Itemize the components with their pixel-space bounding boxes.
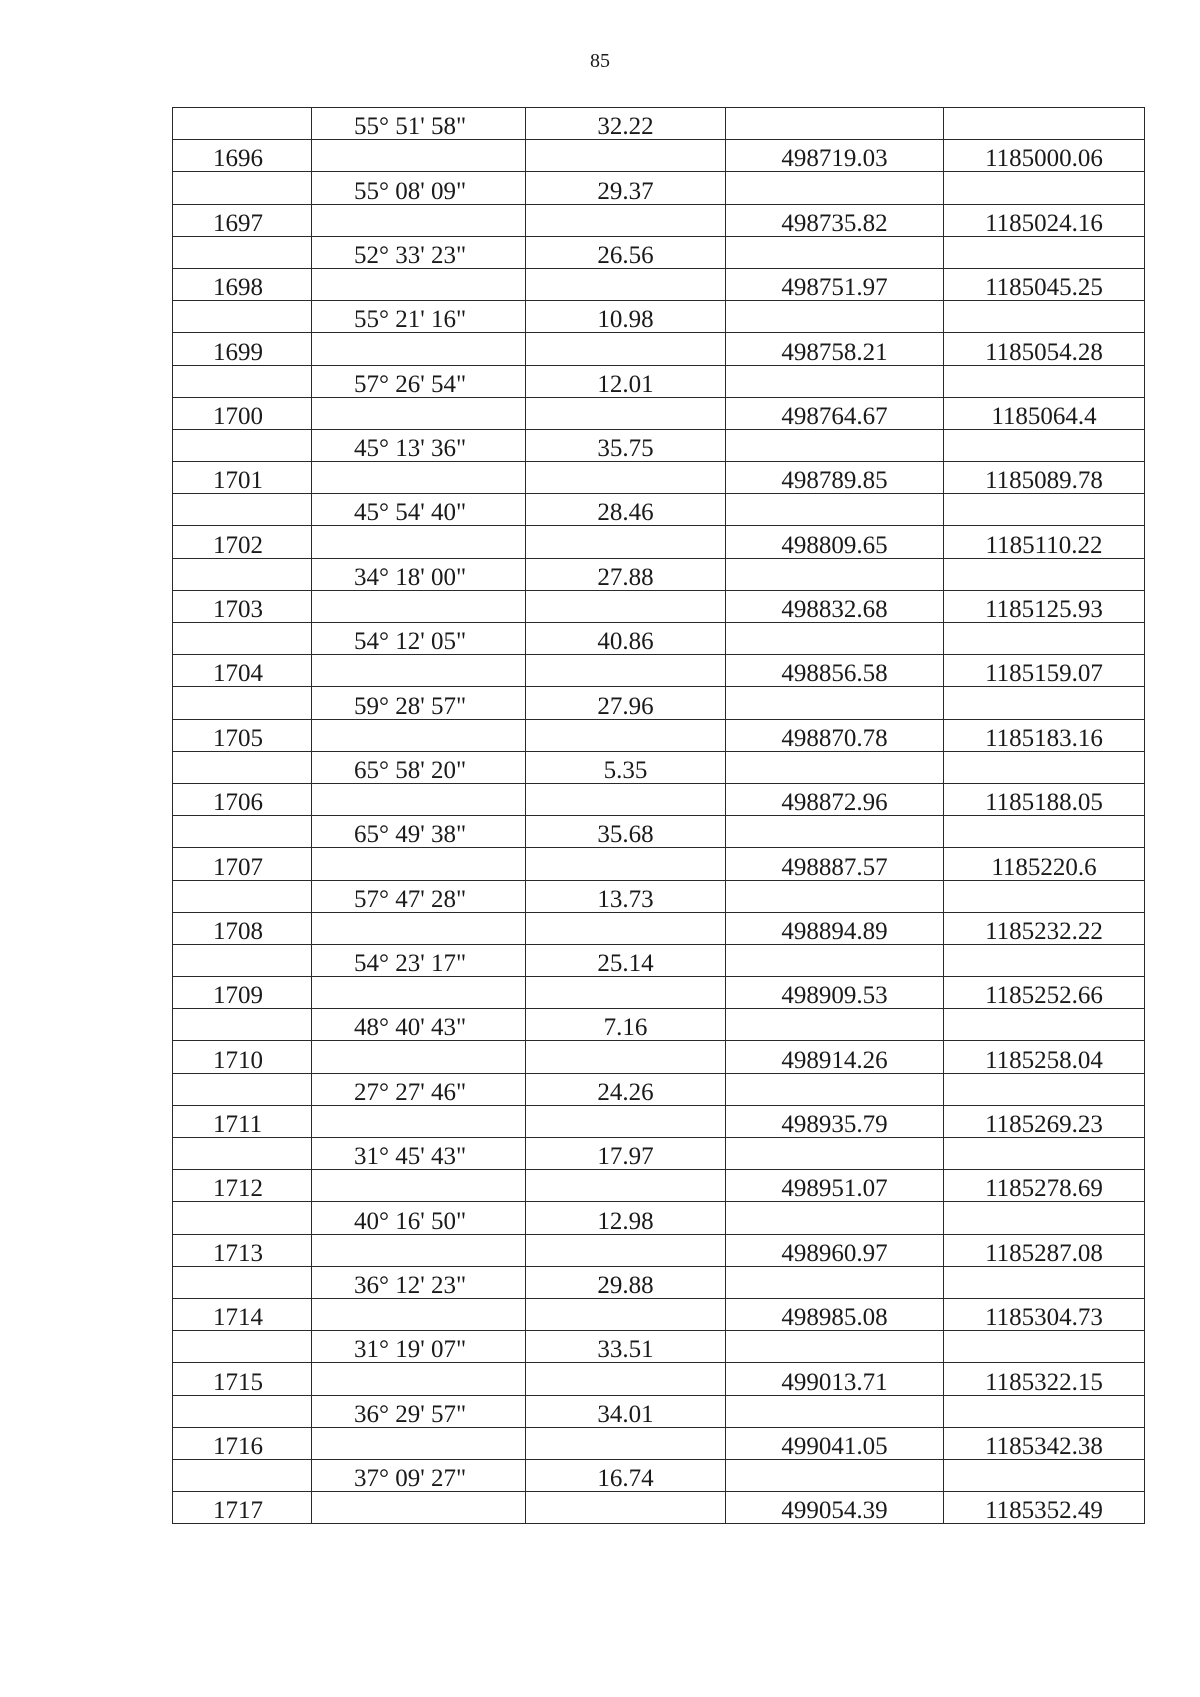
bearing-angle-cell [312, 1427, 526, 1459]
table-row [173, 140, 1145, 172]
x-coordinate-cell: 499054.39 [726, 1492, 944, 1524]
x-coordinate-cell [726, 494, 944, 526]
bearing-angle-cell [312, 655, 526, 687]
y-coordinate-cell: 1185342.38 [944, 1427, 1145, 1459]
y-coordinate-cell: 1185287.08 [944, 1234, 1145, 1266]
table-row [173, 880, 1145, 912]
bearing-angle-cell: 55° 21' 16" [312, 301, 526, 333]
bearing-angle-cell [312, 268, 526, 300]
distance-cell [526, 590, 726, 622]
table-row [173, 429, 1145, 461]
table-row [173, 1138, 1145, 1170]
point-number-cell: 1701 [173, 462, 312, 494]
y-coordinate-cell [944, 558, 1145, 590]
table-row [173, 301, 1145, 333]
y-coordinate-cell: 1185159.07 [944, 655, 1145, 687]
distance-cell: 32.22 [526, 108, 726, 140]
x-coordinate-cell [726, 1395, 944, 1427]
x-coordinate-cell: 499013.71 [726, 1363, 944, 1395]
point-number-cell: 1705 [173, 719, 312, 751]
point-number-cell: 1712 [173, 1170, 312, 1202]
survey-table-body [173, 108, 1145, 1524]
x-coordinate-cell [726, 365, 944, 397]
table-row [173, 558, 1145, 590]
point-number-cell [173, 751, 312, 783]
distance-cell [526, 1105, 726, 1137]
y-coordinate-cell [944, 1009, 1145, 1041]
point-number-cell: 1699 [173, 333, 312, 365]
x-coordinate-cell: 498872.96 [726, 783, 944, 815]
bearing-angle-cell: 45° 13' 36" [312, 429, 526, 461]
distance-cell [526, 783, 726, 815]
y-coordinate-cell [944, 1331, 1145, 1363]
point-number-cell: 1714 [173, 1298, 312, 1330]
table-row [173, 623, 1145, 655]
point-number-cell: 1698 [173, 268, 312, 300]
bearing-angle-cell: 31° 19' 07" [312, 1331, 526, 1363]
point-number-cell [173, 1202, 312, 1234]
table-row [173, 1492, 1145, 1524]
bearing-angle-cell [312, 1234, 526, 1266]
y-coordinate-cell [944, 172, 1145, 204]
distance-cell: 17.97 [526, 1138, 726, 1170]
point-number-cell [173, 365, 312, 397]
point-number-cell [173, 1138, 312, 1170]
table-row [173, 816, 1145, 848]
distance-cell: 10.98 [526, 301, 726, 333]
x-coordinate-cell: 499041.05 [726, 1427, 944, 1459]
table-row [173, 1202, 1145, 1234]
point-number-cell: 1717 [173, 1492, 312, 1524]
table-row [173, 1395, 1145, 1427]
bearing-angle-cell: 34° 18' 00" [312, 558, 526, 590]
point-number-cell [173, 429, 312, 461]
point-number-cell [173, 1266, 312, 1298]
y-coordinate-cell [944, 1266, 1145, 1298]
point-number-cell [173, 1073, 312, 1105]
table-row [173, 397, 1145, 429]
y-coordinate-cell: 1185045.25 [944, 268, 1145, 300]
x-coordinate-cell: 498719.03 [726, 140, 944, 172]
y-coordinate-cell [944, 494, 1145, 526]
table-row [173, 783, 1145, 815]
x-coordinate-cell [726, 429, 944, 461]
distance-cell [526, 1427, 726, 1459]
bearing-angle-cell [312, 462, 526, 494]
x-coordinate-cell: 498909.53 [726, 977, 944, 1009]
distance-cell [526, 655, 726, 687]
bearing-angle-cell [312, 1298, 526, 1330]
distance-cell [526, 140, 726, 172]
distance-cell [526, 1234, 726, 1266]
y-coordinate-cell [944, 1073, 1145, 1105]
x-coordinate-cell [726, 1009, 944, 1041]
bearing-angle-cell [312, 590, 526, 622]
distance-cell [526, 719, 726, 751]
distance-cell [526, 912, 726, 944]
table-row [173, 526, 1145, 558]
y-coordinate-cell: 1185054.28 [944, 333, 1145, 365]
bearing-angle-cell: 57° 47' 28" [312, 880, 526, 912]
distance-cell: 27.88 [526, 558, 726, 590]
point-number-cell [173, 1331, 312, 1363]
x-coordinate-cell: 498985.08 [726, 1298, 944, 1330]
distance-cell: 28.46 [526, 494, 726, 526]
table-row [173, 1459, 1145, 1491]
table-row [173, 1266, 1145, 1298]
table-row [173, 204, 1145, 236]
table-row [173, 365, 1145, 397]
table-row [173, 1427, 1145, 1459]
point-number-cell: 1704 [173, 655, 312, 687]
distance-cell [526, 526, 726, 558]
y-coordinate-cell [944, 623, 1145, 655]
table-row [173, 590, 1145, 622]
bearing-angle-cell [312, 526, 526, 558]
distance-cell: 35.75 [526, 429, 726, 461]
bearing-angle-cell: 48° 40' 43" [312, 1009, 526, 1041]
distance-cell: 16.74 [526, 1459, 726, 1491]
point-number-cell: 1707 [173, 848, 312, 880]
y-coordinate-cell [944, 301, 1145, 333]
y-coordinate-cell [944, 1459, 1145, 1491]
x-coordinate-cell [726, 751, 944, 783]
distance-cell [526, 977, 726, 1009]
point-number-cell [173, 494, 312, 526]
table-row [173, 944, 1145, 976]
x-coordinate-cell: 498735.82 [726, 204, 944, 236]
distance-cell: 27.96 [526, 687, 726, 719]
distance-cell [526, 848, 726, 880]
y-coordinate-cell: 1185269.23 [944, 1105, 1145, 1137]
table-row [173, 1298, 1145, 1330]
point-number-cell [173, 558, 312, 590]
point-number-cell [173, 1009, 312, 1041]
distance-cell [526, 1170, 726, 1202]
x-coordinate-cell [726, 108, 944, 140]
point-number-cell [173, 236, 312, 268]
bearing-angle-cell: 65° 58' 20" [312, 751, 526, 783]
x-coordinate-cell [726, 301, 944, 333]
y-coordinate-cell: 1185322.15 [944, 1363, 1145, 1395]
y-coordinate-cell [944, 816, 1145, 848]
bearing-angle-cell: 54° 12' 05" [312, 623, 526, 655]
bearing-angle-cell: 55° 51' 58" [312, 108, 526, 140]
x-coordinate-cell [726, 1459, 944, 1491]
bearing-angle-cell: 57° 26' 54" [312, 365, 526, 397]
x-coordinate-cell [726, 1202, 944, 1234]
bearing-angle-cell [312, 912, 526, 944]
y-coordinate-cell: 1185089.78 [944, 462, 1145, 494]
distance-cell: 24.26 [526, 1073, 726, 1105]
distance-cell [526, 1041, 726, 1073]
x-coordinate-cell [726, 944, 944, 976]
y-coordinate-cell: 1185232.22 [944, 912, 1145, 944]
bearing-angle-cell: 52° 33' 23" [312, 236, 526, 268]
point-number-cell [173, 816, 312, 848]
y-coordinate-cell [944, 944, 1145, 976]
distance-cell: 29.88 [526, 1266, 726, 1298]
x-coordinate-cell: 498951.07 [726, 1170, 944, 1202]
y-coordinate-cell: 1185278.69 [944, 1170, 1145, 1202]
y-coordinate-cell [944, 1138, 1145, 1170]
point-number-cell: 1700 [173, 397, 312, 429]
point-number-cell [173, 687, 312, 719]
bearing-angle-cell [312, 1170, 526, 1202]
table-row [173, 719, 1145, 751]
table-row [173, 268, 1145, 300]
distance-cell [526, 462, 726, 494]
point-number-cell: 1716 [173, 1427, 312, 1459]
table-row [173, 751, 1145, 783]
x-coordinate-cell [726, 623, 944, 655]
point-number-cell: 1713 [173, 1234, 312, 1266]
table-row [173, 1009, 1145, 1041]
y-coordinate-cell [944, 236, 1145, 268]
x-coordinate-cell: 498935.79 [726, 1105, 944, 1137]
bearing-angle-cell: 37° 09' 27" [312, 1459, 526, 1491]
table-row [173, 1105, 1145, 1137]
distance-cell [526, 1363, 726, 1395]
y-coordinate-cell: 1185252.66 [944, 977, 1145, 1009]
table-row [173, 1073, 1145, 1105]
bearing-angle-cell [312, 783, 526, 815]
bearing-angle-cell: 27° 27' 46" [312, 1073, 526, 1105]
x-coordinate-cell [726, 1331, 944, 1363]
x-coordinate-cell [726, 236, 944, 268]
point-number-cell: 1708 [173, 912, 312, 944]
y-coordinate-cell [944, 365, 1145, 397]
distance-cell [526, 333, 726, 365]
y-coordinate-cell: 1185183.16 [944, 719, 1145, 751]
distance-cell: 40.86 [526, 623, 726, 655]
y-coordinate-cell [944, 429, 1145, 461]
y-coordinate-cell: 1185188.05 [944, 783, 1145, 815]
x-coordinate-cell: 498758.21 [726, 333, 944, 365]
x-coordinate-cell: 498832.68 [726, 590, 944, 622]
distance-cell: 34.01 [526, 1395, 726, 1427]
x-coordinate-cell [726, 880, 944, 912]
distance-cell: 25.14 [526, 944, 726, 976]
distance-cell [526, 268, 726, 300]
table-row [173, 462, 1145, 494]
point-number-cell: 1703 [173, 590, 312, 622]
table-row [173, 236, 1145, 268]
bearing-angle-cell [312, 848, 526, 880]
bearing-angle-cell: 36° 29' 57" [312, 1395, 526, 1427]
bearing-angle-cell [312, 1041, 526, 1073]
table-row [173, 1234, 1145, 1266]
x-coordinate-cell: 498887.57 [726, 848, 944, 880]
table-row [173, 1041, 1145, 1073]
point-number-cell [173, 172, 312, 204]
bearing-angle-cell [312, 140, 526, 172]
point-number-cell [173, 301, 312, 333]
distance-cell: 13.73 [526, 880, 726, 912]
y-coordinate-cell [944, 1202, 1145, 1234]
point-number-cell: 1702 [173, 526, 312, 558]
x-coordinate-cell [726, 816, 944, 848]
x-coordinate-cell: 498856.58 [726, 655, 944, 687]
distance-cell: 29.37 [526, 172, 726, 204]
y-coordinate-cell: 1185258.04 [944, 1041, 1145, 1073]
distance-cell: 7.16 [526, 1009, 726, 1041]
x-coordinate-cell: 498914.26 [726, 1041, 944, 1073]
distance-cell: 12.98 [526, 1202, 726, 1234]
bearing-angle-cell: 54° 23' 17" [312, 944, 526, 976]
distance-cell [526, 397, 726, 429]
y-coordinate-cell [944, 108, 1145, 140]
y-coordinate-cell: 1185352.49 [944, 1492, 1145, 1524]
table-row [173, 1331, 1145, 1363]
y-coordinate-cell: 1185024.16 [944, 204, 1145, 236]
table-row [173, 687, 1145, 719]
distance-cell: 33.51 [526, 1331, 726, 1363]
x-coordinate-cell: 498809.65 [726, 526, 944, 558]
distance-cell: 5.35 [526, 751, 726, 783]
bearing-angle-cell: 65° 49' 38" [312, 816, 526, 848]
x-coordinate-cell: 498764.67 [726, 397, 944, 429]
bearing-angle-cell [312, 1105, 526, 1137]
table-row [173, 655, 1145, 687]
y-coordinate-cell [944, 751, 1145, 783]
distance-cell: 35.68 [526, 816, 726, 848]
y-coordinate-cell [944, 687, 1145, 719]
table-row [173, 108, 1145, 140]
x-coordinate-cell [726, 1266, 944, 1298]
point-number-cell: 1711 [173, 1105, 312, 1137]
point-number-cell [173, 623, 312, 655]
x-coordinate-cell: 498870.78 [726, 719, 944, 751]
point-number-cell: 1706 [173, 783, 312, 815]
bearing-angle-cell: 55° 08' 09" [312, 172, 526, 204]
y-coordinate-cell: 1185125.93 [944, 590, 1145, 622]
point-number-cell: 1715 [173, 1363, 312, 1395]
bearing-angle-cell: 31° 45' 43" [312, 1138, 526, 1170]
distance-cell [526, 204, 726, 236]
point-number-cell: 1710 [173, 1041, 312, 1073]
bearing-angle-cell [312, 1492, 526, 1524]
table-row [173, 333, 1145, 365]
y-coordinate-cell: 1185064.4 [944, 397, 1145, 429]
bearing-angle-cell: 59° 28' 57" [312, 687, 526, 719]
x-coordinate-cell [726, 558, 944, 590]
point-number-cell [173, 944, 312, 976]
y-coordinate-cell: 1185000.06 [944, 140, 1145, 172]
table-row [173, 494, 1145, 526]
page-number: 85 [590, 50, 610, 72]
distance-cell [526, 1298, 726, 1330]
bearing-angle-cell [312, 1363, 526, 1395]
survey-coordinates-table [172, 107, 1145, 1524]
y-coordinate-cell [944, 880, 1145, 912]
point-number-cell [173, 1459, 312, 1491]
table-row [173, 1363, 1145, 1395]
x-coordinate-cell: 498789.85 [726, 462, 944, 494]
bearing-angle-cell [312, 977, 526, 1009]
table-row [173, 172, 1145, 204]
x-coordinate-cell [726, 1138, 944, 1170]
x-coordinate-cell [726, 1073, 944, 1105]
y-coordinate-cell: 1185304.73 [944, 1298, 1145, 1330]
x-coordinate-cell [726, 687, 944, 719]
bearing-angle-cell [312, 204, 526, 236]
point-number-cell: 1709 [173, 977, 312, 1009]
bearing-angle-cell [312, 333, 526, 365]
bearing-angle-cell: 36° 12' 23" [312, 1266, 526, 1298]
distance-cell: 12.01 [526, 365, 726, 397]
x-coordinate-cell: 498960.97 [726, 1234, 944, 1266]
x-coordinate-cell: 498751.97 [726, 268, 944, 300]
point-number-cell [173, 108, 312, 140]
point-number-cell [173, 880, 312, 912]
y-coordinate-cell [944, 1395, 1145, 1427]
bearing-angle-cell: 40° 16' 50" [312, 1202, 526, 1234]
x-coordinate-cell [726, 172, 944, 204]
table-row [173, 1170, 1145, 1202]
table-row [173, 912, 1145, 944]
bearing-angle-cell [312, 397, 526, 429]
point-number-cell: 1696 [173, 140, 312, 172]
distance-cell: 26.56 [526, 236, 726, 268]
distance-cell [526, 1492, 726, 1524]
point-number-cell [173, 1395, 312, 1427]
y-coordinate-cell: 1185220.6 [944, 848, 1145, 880]
bearing-angle-cell [312, 719, 526, 751]
table-row [173, 848, 1145, 880]
x-coordinate-cell: 498894.89 [726, 912, 944, 944]
y-coordinate-cell: 1185110.22 [944, 526, 1145, 558]
bearing-angle-cell: 45° 54' 40" [312, 494, 526, 526]
point-number-cell: 1697 [173, 204, 312, 236]
table-row [173, 977, 1145, 1009]
